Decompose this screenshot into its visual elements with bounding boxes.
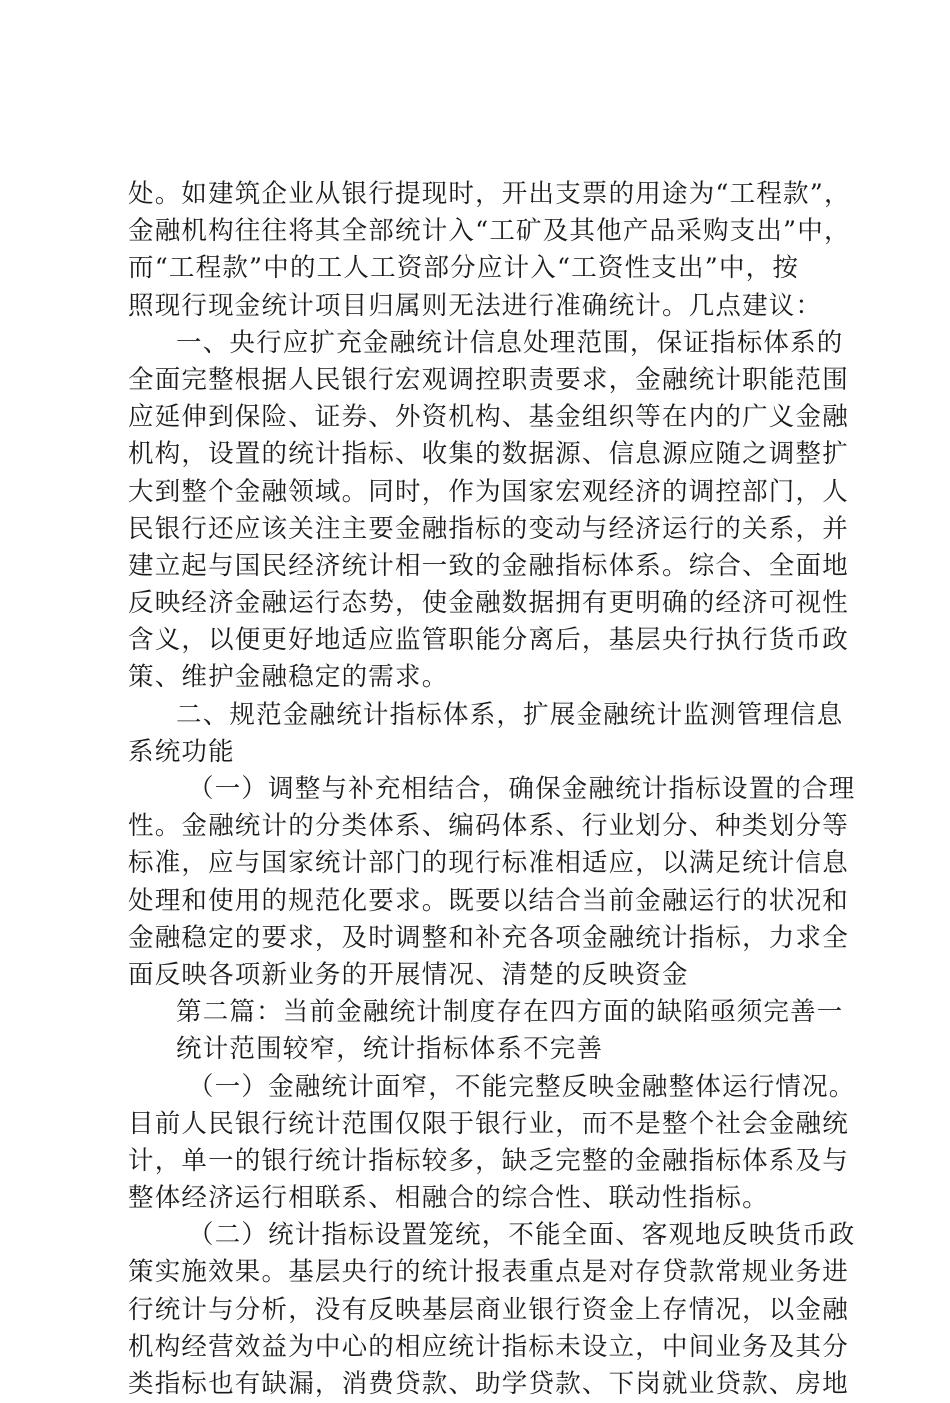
section-heading-line: 统计范围较窄，统计指标体系不完善 — [176, 1034, 604, 1065]
text-line: 整体经济运行相联系、相融合的综合性、联动性指标。 — [128, 1183, 769, 1214]
text-line: 策实施效果。基层央行的统计报表重点是对存贷款常规业务进 — [128, 1257, 849, 1288]
text-line: 建立起与国民经济统计相一致的金融指标体系。综合、全面地 — [128, 550, 849, 581]
text-line: （一）调整与补充相结合，确保金融统计指标设置的合理 — [188, 774, 856, 804]
text-line: 照现行现金统计项目归属则无法进行准确统计。几点建议： — [128, 290, 823, 321]
text-line: 大到整个金融领域。同时，作为国家宏观经济的调控部门，人 — [128, 476, 849, 507]
document-body — [128, 176, 856, 1403]
text-line: 机构经营效益为中心的相应统计指标未设立，中间业务及其分 — [128, 1331, 849, 1362]
text-line: 处。如建筑企业从银行提现时，开出支票的用途为“工程款”， — [128, 179, 851, 209]
text-line: 反映经济金融运行态势，使金融数据拥有更明确的经济可视性 — [128, 588, 849, 619]
text-line: 类指标也有缺漏，消费贷款、助学贷款、下岗就业贷款、房地 — [128, 1369, 849, 1399]
text-line: 全面完整根据人民银行宏观调控职责要求，金融统计职能范围 — [128, 364, 849, 395]
text-line: 应延伸到保险、证券、外资机构、基金组织等在内的广义金融 — [128, 402, 849, 433]
text-line: 行统计与分析，没有反映基层商业银行资金上存情况，以金融 — [128, 1294, 849, 1325]
text-line: 金融稳定的要求，及时调整和补充各项金融统计指标，力求全 — [128, 922, 849, 953]
text-line: 二、规范金融统计指标体系，扩展金融统计监测管理信息 — [176, 699, 844, 730]
text-line: 策、维护金融稳定的需求。 — [128, 662, 449, 693]
text-line: 目前人民银行统计范围仅限于银行业，而不是整个社会金融统 — [128, 1108, 849, 1139]
text-line: （一）金融统计面窄，不能完整反映金融整体运行情况。 — [188, 1071, 856, 1102]
text-line: 标准，应与国家统计部门的现行标准相适应，以满足统计信息 — [128, 848, 849, 879]
text-line: 金融机构往往将其全部统计入“工矿及其他产品采购支出”中， — [128, 216, 851, 247]
text-line: 一、央行应扩充金融统计信息处理范围，保证指标体系的 — [176, 327, 844, 358]
text-line: 系统功能 — [128, 736, 235, 767]
text-line: 计，单一的银行统计指标较多，缺乏完整的金融指标体系及与 — [128, 1145, 849, 1176]
text-line: 性。金融统计的分类体系、编码体系、行业划分、种类划分等 — [128, 811, 849, 842]
text-line: 而“工程款”中的工人工资部分应计入“工资性支出”中，按 — [128, 253, 800, 284]
text-line: 面反映各项新业务的开展情况、清楚的反映资金 — [128, 959, 689, 990]
text-line: 机构，设置的统计指标、收集的数据源、信息源应随之调整扩 — [128, 439, 849, 470]
text-line: 含义，以便更好地适应监管职能分离后，基层央行执行货币政 — [128, 625, 849, 656]
text-line: 处理和使用的规范化要求。既要以结合当前金融运行的状况和 — [128, 885, 849, 916]
section-heading-line: 第二篇：当前金融统计制度存在四方面的缺陷亟须完善一 — [176, 997, 844, 1028]
text-line: （二）统计指标设置笼统，不能全面、客观地反映货币政 — [188, 1220, 856, 1251]
text-line: 民银行还应该关注主要金融指标的变动与经济运行的关系，并 — [128, 513, 849, 544]
